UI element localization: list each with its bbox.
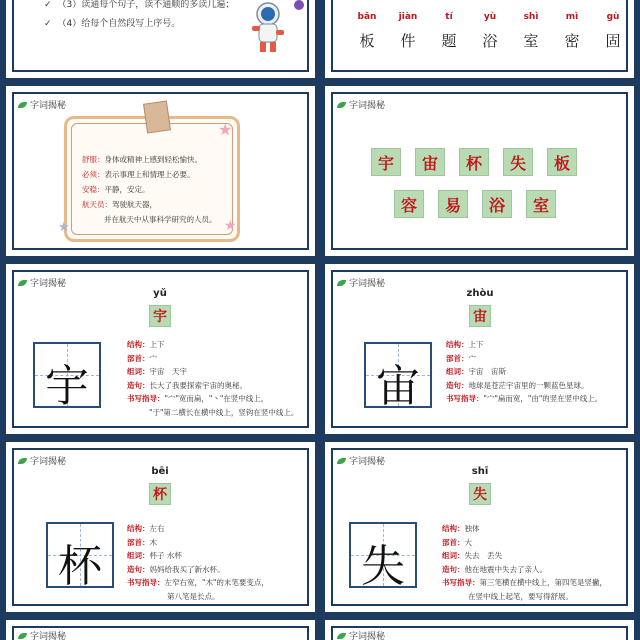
- hanzi-row: 板 件 题 浴 室 密 固: [359, 32, 621, 50]
- slide-header: 字词揭秘: [18, 454, 66, 467]
- slide-char-shi[interactable]: [325, 442, 634, 612]
- char-cell: 宇: [149, 305, 171, 327]
- slide-header: 字词揭秘: [337, 98, 385, 111]
- slide-char-zhou[interactable]: [325, 264, 634, 434]
- definition-list: [82, 152, 217, 227]
- definition-continuation: 并在航天中从事科学研究的人员。: [104, 215, 217, 224]
- paper-tag-icon: [143, 100, 171, 133]
- astronaut-icon: [242, 0, 292, 60]
- slide-reading-tasks[interactable]: [6, 0, 315, 78]
- char-writing-grid: 宇: [33, 342, 101, 408]
- leaf-icon: [337, 458, 346, 464]
- slide-header: 字词揭秘: [337, 276, 385, 289]
- word-cell[interactable]: 易: [438, 190, 468, 218]
- char-cell: 宙: [469, 305, 491, 327]
- slide-next-right[interactable]: [325, 620, 634, 640]
- word-cell[interactable]: 宙: [415, 148, 445, 176]
- leaf-icon: [337, 633, 346, 639]
- word-cell[interactable]: 失: [503, 148, 533, 176]
- slide-header: 字词揭秘: [337, 454, 385, 467]
- char-writing-grid: 杯: [46, 522, 114, 588]
- word-cell[interactable]: 室: [526, 190, 556, 218]
- leaf-icon: [18, 633, 27, 639]
- leaf-icon: [337, 102, 346, 108]
- task-list: [44, 0, 234, 34]
- slide-header: 字词揭秘: [337, 629, 385, 640]
- leaf-icon: [18, 102, 27, 108]
- word-cell[interactable]: 板: [547, 148, 577, 176]
- char-writing-grid: 失: [349, 522, 417, 588]
- star-icon: ★: [58, 220, 70, 235]
- star-icon: ★: [218, 120, 233, 139]
- check-icon: ✓: [44, 19, 52, 29]
- char-pinyin: bēi: [151, 466, 169, 477]
- definition-item: 航天员：驾驶航天器，: [82, 200, 157, 209]
- slide-header: 字词揭秘: [18, 276, 66, 289]
- leaf-icon: [18, 280, 27, 286]
- leaf-icon: [18, 458, 27, 464]
- word-cell[interactable]: 容: [394, 190, 424, 218]
- definition-item: 安稳：平静，安定。: [82, 185, 150, 194]
- slide-char-bei[interactable]: [6, 442, 315, 612]
- word-cell[interactable]: 杯: [459, 148, 489, 176]
- char-pinyin: shī: [471, 466, 489, 477]
- planet-icon: [294, 0, 304, 10]
- char-writing-grid: 宙: [364, 342, 432, 408]
- check-icon: ✓: [44, 0, 52, 10]
- char-pinyin: yǔ: [153, 288, 167, 299]
- word-row-2: [394, 190, 556, 218]
- char-info: 结构：独体 部首：大 组词：失去 丢失 造句：他在地震中失去了亲人。 书写指导：第三笔横在横中线上，第四笔是竖撇， 在竖中线上起笔，要写得舒展。: [442, 524, 607, 601]
- star-icon: ★: [224, 218, 237, 234]
- slide-char-yu[interactable]: [6, 264, 315, 434]
- word-cell[interactable]: 宇: [371, 148, 401, 176]
- leaf-icon: [337, 280, 346, 286]
- definition-item: 必须：表示事理上和情理上必要。: [82, 170, 195, 179]
- slide-header: 字词揭秘: [18, 98, 66, 111]
- slide-next-left[interactable]: [6, 620, 315, 640]
- char-info: 结构：左右 部首：木 组词：杯子 水杯 造句：妈妈给我买了新水杯。 书写指导：左窄右宽，"木"的末笔要变点， 第八笔是长点。: [127, 524, 269, 601]
- char-info: 结构：上下 部首：宀 组词：宇宙 宙斯 造句：地球是苍茫宇宙里的一颗蓝色星球。 书写指导："宀"扁而宽，"由"的竖在竖中线上。: [446, 340, 603, 403]
- char-pinyin: zhòu: [466, 288, 494, 299]
- slide-header: 字词揭秘: [18, 629, 66, 640]
- pinyin-row: bǎn jiàn tí yù shì mì gù: [357, 12, 620, 22]
- word-cell[interactable]: 浴: [482, 190, 512, 218]
- word-row-1: [371, 148, 577, 176]
- char-cell: 杯: [149, 483, 171, 505]
- char-info: 结构：上下 部首：宀 组词：宇宙 天宇 造句：长大了我要探索宇宙的奥秘。 书写指导："宀"宽而扁，"丶"在竖中线上， "于"第二横长在横中线上，竖钩在竖中线上。: [127, 340, 299, 417]
- definition-item: 舒服：身体或精神上感到轻松愉快。: [82, 155, 202, 164]
- task-item: ✓ （4）给每个自然段写上序号。: [44, 19, 181, 29]
- task-item: ✓ （3）读通每个句子，读不通顺的多读几遍；: [44, 0, 235, 10]
- char-cell: 失: [469, 483, 491, 505]
